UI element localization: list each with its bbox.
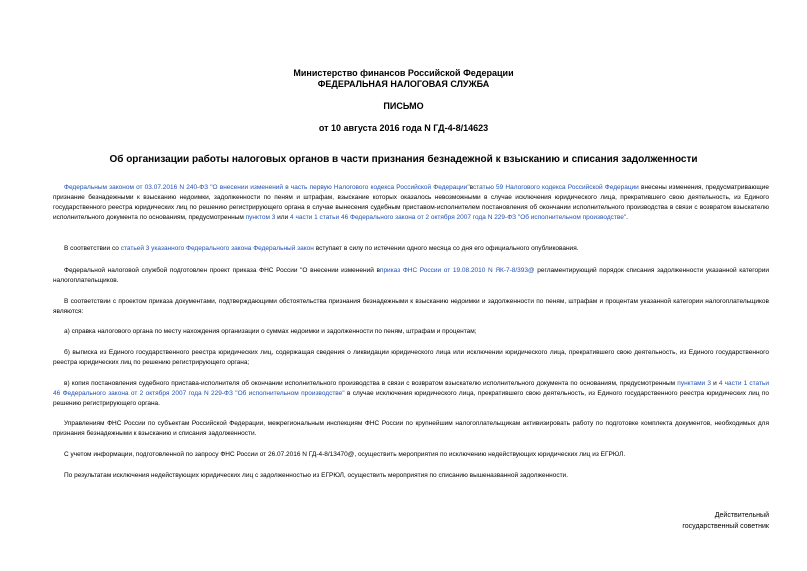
signature-line-2: государственный советник bbox=[682, 523, 769, 530]
link-part-1-article-46[interactable]: 4 части 1 статьи 46 Федерального закона от 2 октября 2007 года N 229-ФЗ "Об исполнительном производстве" bbox=[290, 214, 627, 221]
paragraph-6 bbox=[53, 348, 769, 368]
link-article-59-tax-code[interactable]: статью 59 Налогового кодекса Российской Федерации bbox=[473, 184, 639, 191]
ministry-name: Министерство финансов Российской Федерации bbox=[293, 68, 514, 78]
text: Федеральной налоговой службой подготовлен проект приказа ФНС России "О внесении изменений в bbox=[64, 267, 380, 274]
text: в bbox=[469, 184, 474, 191]
signature-line-1: Действительный bbox=[714, 512, 769, 519]
text: или bbox=[277, 214, 289, 221]
text: б) выписка из Единого государственного реестра юридических лиц, содержащая сведения о ликвидации юридического лица или исключении юридического лица, прекратившего свою деятельность, из Единого государственного реестра юридических лиц по решению регистрирующего органа; bbox=[53, 349, 769, 366]
text: В соответствии со bbox=[64, 245, 119, 252]
text: и bbox=[713, 380, 717, 387]
link-point-3[interactable]: пунктом 3 bbox=[245, 214, 276, 221]
text: регламентирующий порядок списания задолженности указанной категории налогоплательщиков. bbox=[53, 267, 769, 284]
paragraph-9 bbox=[53, 450, 769, 460]
text: . bbox=[626, 214, 628, 221]
paragraph-8 bbox=[53, 419, 769, 439]
text: а) справка налогового органа по месту нахождения организации о суммах недоимки и задолженности по пеням, штрафам и процентам; bbox=[64, 328, 477, 335]
link-article-3[interactable]: статьей 3 указанного Федерального закона Федеральный закон bbox=[120, 245, 314, 252]
text: внесены изменения, предусматривающие признание безнадежными к взысканию недоимки, задолженности по пеням и штрафам, взыскание которых оказалось невозможными в случае исключения юридического лица, прекратившего свою деятельность, из Единого государственного реестра юридических лиц по решению регистрирующего органа в случае вынесения судебным приставом-исполнителем постановления об окончании исполнительного производства в связи с возвратом взыскателю исполнительного документа по основаниям, предусмотренным bbox=[53, 184, 769, 221]
document-date-number: от 10 августа 2016 года N ГД-4-8/14623 bbox=[318, 123, 489, 133]
paragraph-10 bbox=[53, 471, 769, 481]
text: в случае исключения юридического лица, прекратившего свою деятельность, из Единого государственного реестра юридических лиц по решению регистрирующего органа. bbox=[53, 390, 769, 407]
link-points-3[interactable]: пунктами 3 bbox=[677, 380, 711, 387]
paragraph-1 bbox=[53, 183, 769, 223]
text: По результатам исключения недействующих юридических лиц с задолженностью из ЕГРЮЛ, осуществить мероприятия по списанию вышеназванной задолженности. bbox=[64, 472, 568, 479]
paragraph-2 bbox=[53, 244, 769, 254]
paragraph-5 bbox=[53, 327, 769, 337]
text: В соответствии с проектом приказа документами, подтверждающими обстоятельства признания безнадежными к взысканию недоимки и задолженности по пеням, штрафам и процентам указанной категории налогоплательщиков являются: bbox=[53, 298, 769, 315]
paragraph-3 bbox=[53, 266, 769, 286]
text: Управлениям ФНС России по субъектам Российской Федерации, межрегиональным инспекциям ФНС России по крупнейшим налогоплательщикам активизировать работу по подготовке комплекта документов, необходимых для признания безнадежными к взысканию и списания задолженности. bbox=[53, 420, 769, 437]
link-federal-law-240[interactable]: Федеральным законом от 03.07.2016 N 240-ФЗ "О внесении изменений в часть первую Налогового кодекса Российской Федерации" bbox=[64, 184, 470, 191]
paragraph-7 bbox=[53, 379, 769, 409]
link-order-yak-7-8-393[interactable]: приказ ФНС России от 19.08.2010 N ЯК-7-8/393@ bbox=[379, 267, 535, 274]
link-part-1-article-46[interactable]: 4 части 1 статьи 46 Федерального закона от 2 октября 2007 года N 229-ФЗ "Об исполнительном производстве" bbox=[53, 380, 769, 397]
signature-block bbox=[639, 510, 769, 532]
document-type: ПИСЬМО bbox=[383, 101, 424, 111]
service-name: ФЕДЕРАЛЬНАЯ НАЛОГОВАЯ СЛУЖБА bbox=[317, 79, 490, 89]
text: С учетом информации, подготовленной по запросу ФНС России от 26.07.2016 N ГД-4-8/13470@, осуществить мероприятия по исключению недействующих юридических лиц из ЕГРЮЛ. bbox=[64, 451, 626, 458]
text: в) копия постановления судебного пристава-исполнителя об окончании исполнительного производства в связи с возвратом взыскателю исполнительного документа по основаниям, предусмотренным bbox=[64, 380, 676, 387]
document-title: Об организации работы налоговых органов в части признания безнадежной к взысканию и списания задолженности bbox=[109, 154, 698, 165]
paragraph-4 bbox=[53, 297, 769, 317]
text: вступает в силу по истечении одного месяца со дня его официального опубликования. bbox=[315, 245, 579, 252]
